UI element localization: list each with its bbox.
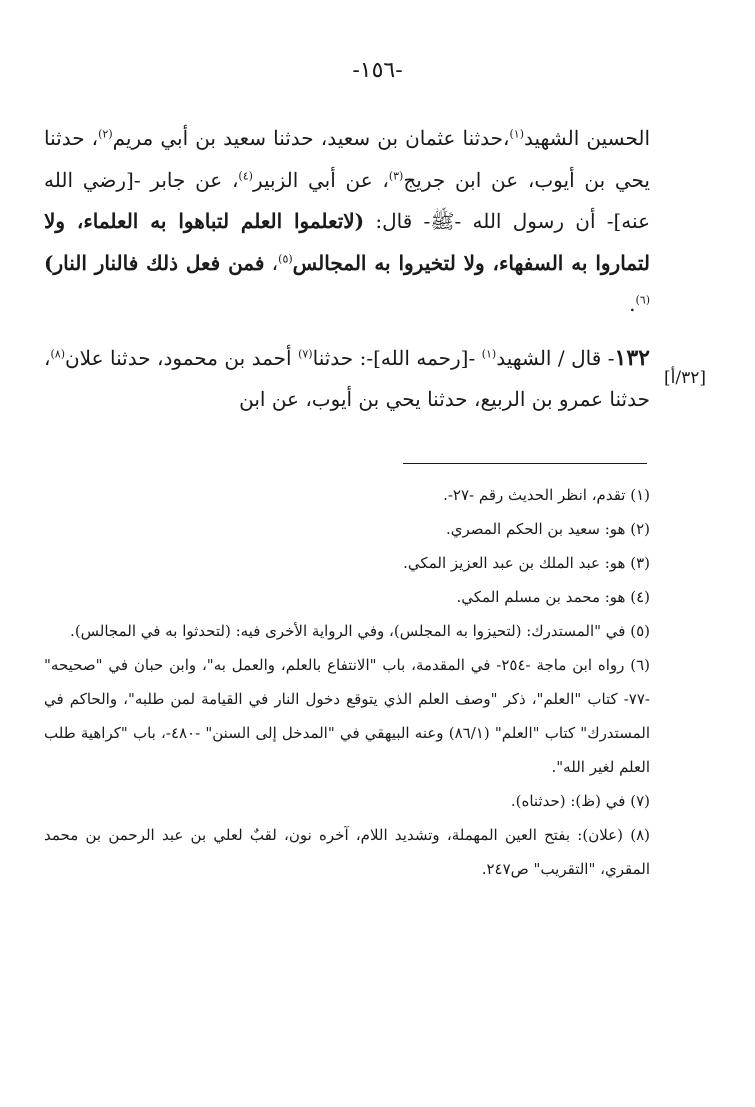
footnote-ref: (٤): [238, 168, 253, 182]
text-segment: الحسين الشهيد: [524, 126, 651, 150]
hadith-132-paragraph: [44, 338, 650, 421]
footnote-ref: (٣): [388, 168, 404, 182]
footnote-ref: (٦): [635, 293, 650, 307]
footnote: (٣) هو: عبد الملك بن عبد العزيز المكي.: [403, 554, 650, 572]
text-segment: - قال / الشهيد: [496, 345, 615, 370]
hadith-matn-bold: فمن فعل ذلك فالنار النار): [44, 250, 265, 275]
text-segment: -[رحمه الله]-: حدثنا: [312, 345, 482, 370]
text-segment: ، عن أبي الزبير: [252, 167, 389, 192]
footnote-ref: (١): [509, 127, 525, 141]
manuscript-folio-ref: [٣٢/أ]: [664, 368, 706, 388]
main-text: [44, 118, 650, 421]
text-segment: أحمد بن محمود، حدثنا علان: [64, 345, 299, 370]
page-number: -١٥٦-: [352, 58, 403, 83]
footnote: (٢) هو: سعيد بن الحكم المصري.: [445, 520, 650, 538]
footnote-ref: (٥): [278, 251, 293, 265]
footnote: (٨) (علان): بفتح العين المهملة، وتشديد اللام، آخره نون، لقبٌ لعلي بن عبد الرحمن بن محمد المقري، "التقريب" ص٢٤٧.: [44, 826, 650, 878]
footnote: (٥) في "المستدرك: (لتحيزوا به المجلس)، وفي الرواية الأخرى فيه: (لتحدثوا به في المجالس).: [70, 622, 650, 640]
footnote: (٦) رواه ابن ماجة -٢٥٤- في المقدمة، باب "الانتفاع بالعلم، والعمل به"، وابن حبان في "صحيحه" -٧٧- كتاب "العلم"، ذكر "وصف العلم الذي يتوقع دخول النار في القيامة لمن طلبه"، والحاكم في المستدرك" كتاب "العلم" (٨٦/١) وعنه البيهقي في "المدخل إلى السنن" -٤٨٠-، باب "كراهية طلب العلم لغير الله".: [44, 656, 651, 776]
text-segment: ،: [264, 250, 279, 275]
footnote-ref: (١): [481, 346, 497, 360]
footnote: (٧) في (ظ): (حدثناه).: [510, 792, 650, 810]
text-segment: ، عن جابر -[رضي الله عنه]- أن رسول الله -ﷺ- قال:: [44, 167, 650, 233]
footnote: (١) تقدم، انظر الحديث رقم -٢٧-.: [443, 486, 650, 504]
footnote-ref: (٧): [298, 346, 313, 360]
text-segment: ،حدثنا عثمان بن سعيد، حدثنا سعيد بن أبي مريم: [112, 126, 510, 150]
footnote: (٤) هو: محمد بن مسلم المكي.: [456, 588, 650, 606]
footnotes: [44, 478, 650, 886]
text-segment: ، حدثنا عمرو بن الربيع، حدثنا يحي بن أيوب، عن ابن: [44, 345, 650, 411]
hadith-number: ١٣٢: [614, 344, 650, 371]
text-segment: ، حدثنا يحي بن أيوب، عن ابن جريج: [44, 126, 650, 192]
footnote-separator: [403, 463, 647, 464]
hadith-131-paragraph: [44, 118, 650, 326]
text-segment: .: [629, 292, 636, 316]
footnote-ref: (٢): [98, 127, 113, 141]
hadith-matn-bold: (لاتعلموا العلم لتباهوا به العلماء، ولا لتماروا به السفهاء، ولا لتخيروا به المجالس: [44, 209, 651, 275]
footnote-ref: (٨): [50, 346, 65, 360]
